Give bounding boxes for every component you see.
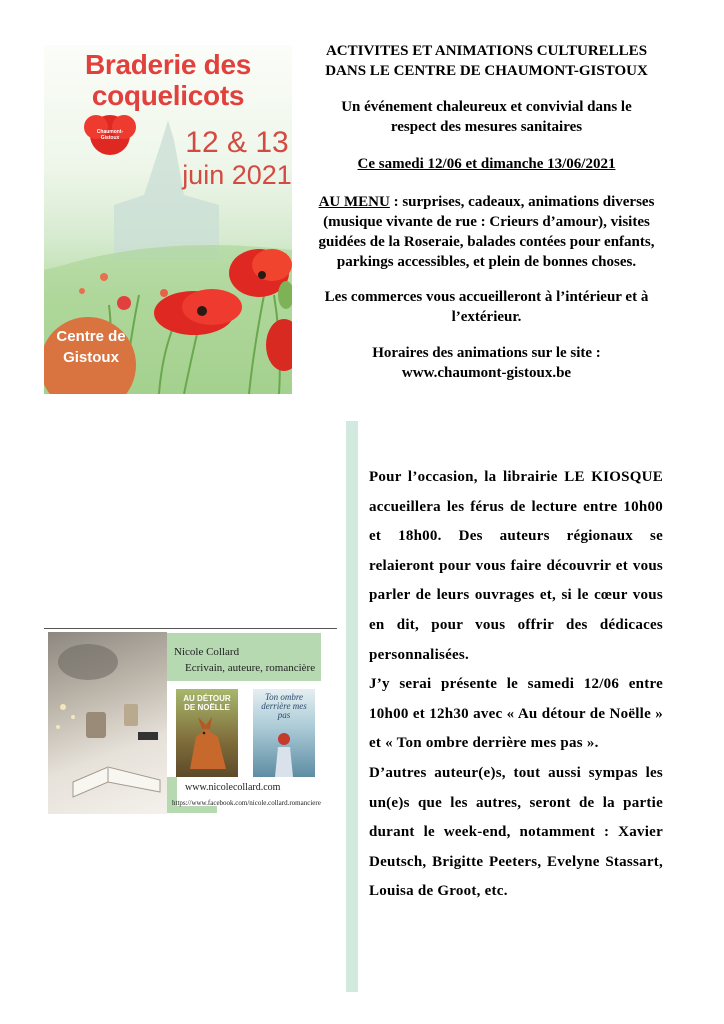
event-line1: Un événement chaleureux et convivial dans le bbox=[341, 99, 632, 115]
poster-badge-text bbox=[44, 326, 138, 368]
shops-line1: Les commerces vous accueilleront à l’intérieur et à bbox=[324, 289, 649, 305]
poster-date bbox=[182, 127, 292, 191]
article-paragraph-3: D’autres auteur(e)s, tout aussi sympas les un(e)s que les autres, seront de la partie durant le week-end, notamment : Xavier Deutsch, Brigitte Peeters, Evelyne Stassart, Louisa de Groot, etc. bbox=[369, 764, 663, 900]
article-paragraph-1: Pour l’occasion, la librairie LE KIOSQUE accueillera les férus de lecture entre 10h00 et 18h00. Des auteurs régionaux se relaieront pour vous faire découvrir et vous parler de leurs ouvrages et, si le cœur vous en dit, pour vous offrir des dédicaces personnalisées. bbox=[369, 469, 663, 663]
cozy-reading-photo bbox=[48, 632, 167, 814]
book1-title-line1: AU DÉTOUR bbox=[183, 694, 231, 703]
poster-title-line1: Braderie des bbox=[84, 49, 252, 80]
card-photo bbox=[48, 632, 167, 814]
hours-info bbox=[294, 343, 679, 383]
book1-title-line2: DE NOËLLE bbox=[184, 703, 230, 712]
event-line2: respect des mesures sanitaires bbox=[390, 119, 583, 135]
bookshop-article bbox=[369, 463, 663, 907]
poster-date-month: juin 2021 bbox=[182, 160, 292, 190]
book-cover-ton-ombre-derriere-mes-pas bbox=[253, 689, 315, 777]
menu-line4: parkings accessibles, et plein de bonnes choses. bbox=[336, 254, 637, 270]
heading-line1: ACTIVITES ET ANIMATIONS CULTURELLES bbox=[325, 43, 648, 59]
hours-website: www.chaumont-gistoux.be bbox=[401, 365, 572, 381]
heading-line2: DANS LE CENTRE DE CHAUMONT-GISTOUX bbox=[325, 63, 648, 79]
event-description bbox=[294, 97, 679, 137]
author-role: Ecrivain, auteure, romancière bbox=[185, 662, 316, 674]
poster-logo bbox=[94, 129, 126, 141]
shops-info bbox=[294, 287, 679, 327]
menu-line3: guidées de la Roseraie, balades contées pour enfants, bbox=[318, 234, 655, 250]
shops-line2: l’extérieur. bbox=[451, 309, 522, 325]
menu-label: AU MENU bbox=[318, 194, 390, 210]
poster-logo-line2: Gistoux bbox=[100, 135, 120, 141]
book2-title-line1: Ton ombre bbox=[264, 692, 304, 702]
author-name: Nicole Collard bbox=[174, 646, 240, 658]
poster-badge-line2: Gistoux bbox=[63, 349, 119, 366]
event-menu bbox=[294, 192, 679, 272]
event-announcement bbox=[294, 41, 679, 383]
poster-title bbox=[44, 49, 292, 111]
book2-title-line2: derrière mes pas bbox=[261, 701, 307, 720]
author-website[interactable]: www.nicolecollard.com bbox=[185, 782, 281, 793]
card-green-strip bbox=[177, 806, 217, 813]
event-dates: Ce samedi 12/06 et dimanche 13/06/2021 bbox=[357, 156, 616, 172]
announcement-heading bbox=[294, 41, 679, 81]
poster-logo-line1: Chaumont- bbox=[96, 129, 124, 135]
book-cover-au-detour-de-noelle bbox=[176, 689, 238, 777]
card-divider bbox=[44, 628, 337, 629]
author-facebook[interactable]: https://www.facebook.com/nicole.collard.romanciere bbox=[172, 799, 321, 807]
card-green-corner bbox=[167, 777, 177, 813]
hours-line1: Horaires des animations sur le site : bbox=[372, 345, 601, 361]
article-paragraph-2: J’y serai présente le samedi 12/06 entre 10h00 et 12h30 avec « Au détour de Noëlle » et « Ton ombre derrière mes pas ». bbox=[369, 676, 663, 752]
menu-line1: : surprises, cadeaux, animations diverses bbox=[389, 194, 655, 210]
poster-badge-line1: Centre de bbox=[56, 328, 126, 345]
decorative-sidebar-bar bbox=[346, 421, 358, 992]
poster-title-line2: coquelicots bbox=[91, 80, 245, 111]
fox-illustration bbox=[176, 689, 238, 777]
poster-date-days: 12 & 13 bbox=[185, 126, 289, 159]
event-poster bbox=[44, 45, 292, 394]
figure-illustration bbox=[253, 689, 315, 777]
menu-line2: (musique vivante de rue : Crieurs d’amour), visites bbox=[323, 214, 650, 230]
